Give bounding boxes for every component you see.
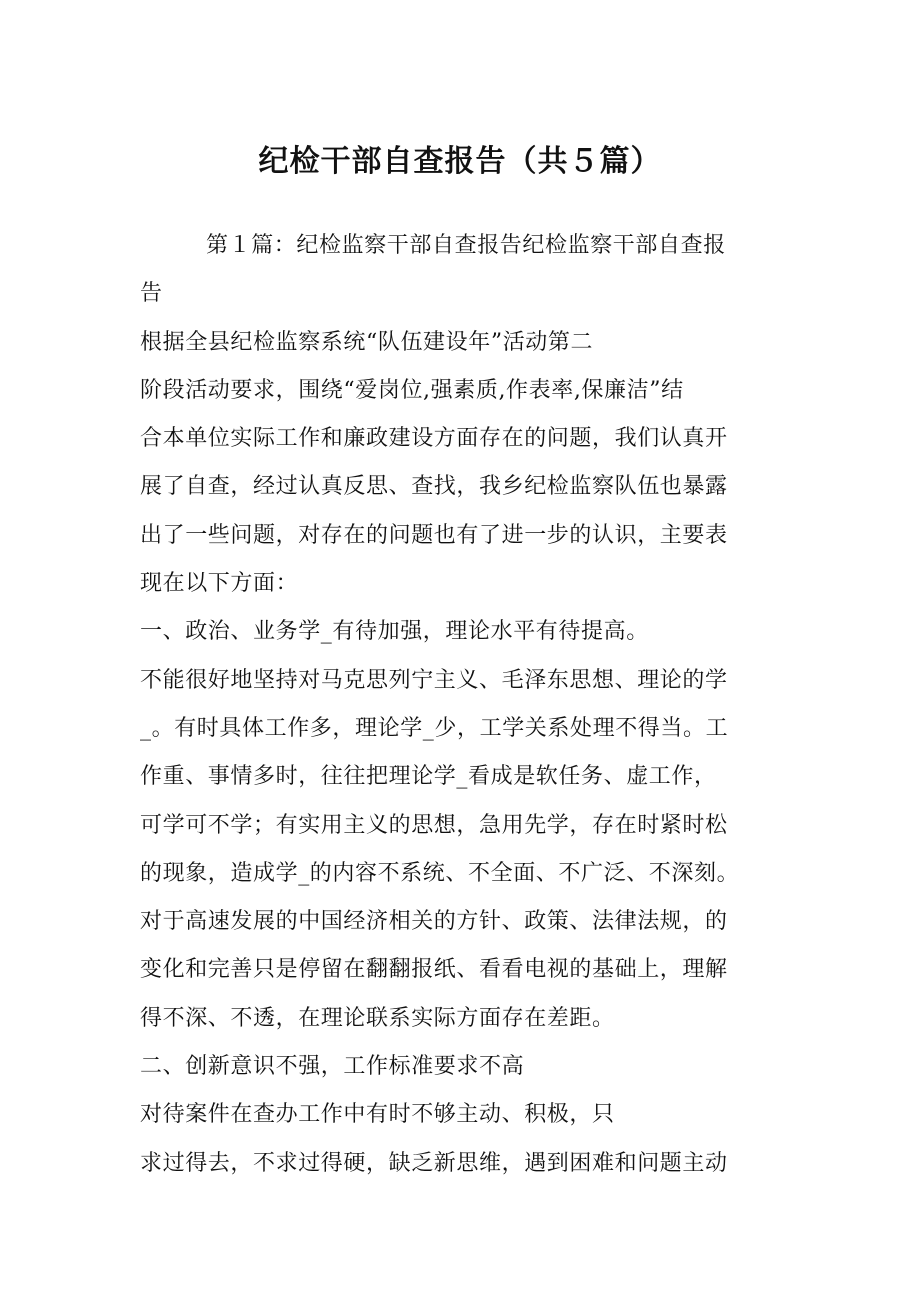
document-body — [140, 222, 790, 1188]
paragraph-line: 出了一些问题，对存在的问题也有了进一步的认识，主要表 — [140, 522, 728, 548]
paragraph-line: 的现象，造成学_的内容不系统、不全面、不广泛、不深刻。 — [140, 860, 740, 886]
paragraph-line: 展了自查，经过认真反思、查找，我乡纪检监察队伍也暴露 — [140, 474, 728, 500]
paragraph-line: 现在以下方面： — [140, 571, 299, 597]
paragraph-line: _。有时具体工作多，理论学_少，工学关系处理不得当。工 — [140, 715, 729, 741]
paragraph-line: 告 — [140, 281, 163, 307]
paragraph-line: 变化和完善只是停留在翻翻报纸、看看电视的基础上，理解 — [140, 957, 728, 983]
paragraph-line: 得不深、不透，在理论联系实际方面存在差距。 — [140, 1005, 615, 1031]
document-title: 纪检干部自查报告（共５篇） — [258, 144, 662, 179]
paragraph-line: 不能很好地坚持对马克思列宁主义、毛泽东思想、理论的学 — [140, 667, 728, 693]
paragraph-line: 第１篇：纪检监察干部自查报告纪检监察干部自查报 — [206, 233, 726, 258]
paragraph-line: 作重、事情多时，往往把理论学_看成是软任务、虚工作， — [140, 764, 717, 790]
paragraph-line: 根据全县纪检监察系统“队伍建设年”活动第二 — [140, 329, 594, 355]
paragraph-line: 合本单位实际工作和廉政建设方面存在的问题，我们认真开 — [140, 426, 728, 452]
paragraph-line: 对待案件在查办工作中有时不够主动、积极，只 — [140, 1102, 615, 1128]
paragraph-line: 对于高速发展的中国经济相关的方针、政策、法律法规，的 — [140, 909, 728, 935]
section-heading-line: 二、创新意识不强，工作标准要求不高 — [140, 1054, 525, 1080]
paragraph-line: 可学可不学；有实用主义的思想，急用先学，存在时紧时松 — [140, 812, 728, 838]
section-heading-line: 一、政治、业务学_有待加强，理论水平有待提高。 — [140, 619, 649, 645]
paragraph-line: 求过得去，不求过得硬，缺乏新思维，遇到困难和问题主动 — [140, 1150, 728, 1176]
paragraph-line: 阶段活动要求，围绕“爱岗位,强素质,作表率,保廉洁”结 — [140, 377, 684, 403]
